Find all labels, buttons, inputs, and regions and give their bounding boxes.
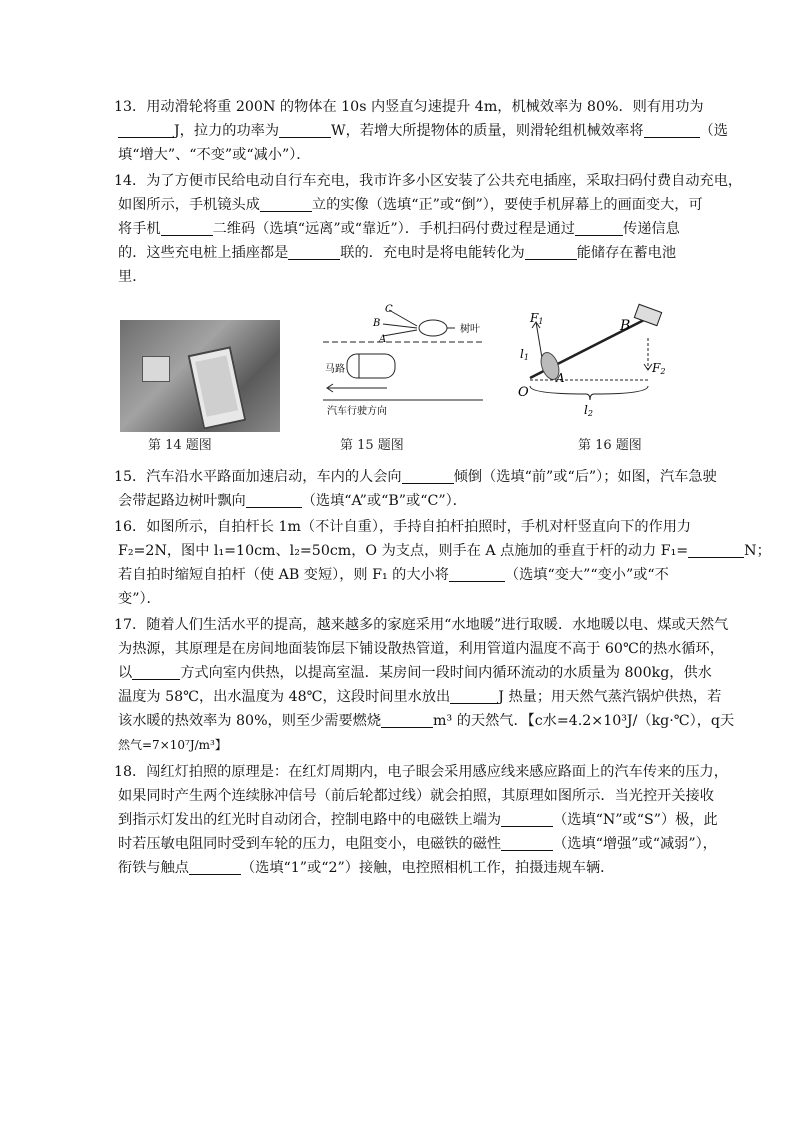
answer-blank[interactable] bbox=[688, 541, 744, 558]
q14-text: 二维码（选填“远离”或“靠近”）．手机扫码付费过程是通过 bbox=[212, 221, 575, 237]
answer-blank[interactable] bbox=[260, 195, 312, 212]
answer-blank[interactable] bbox=[132, 663, 180, 680]
label-c: C bbox=[385, 304, 393, 315]
q14-text: 联的．充电时是将电能转化为 bbox=[340, 245, 525, 261]
answer-blank[interactable] bbox=[279, 121, 331, 138]
q17-text: 该水暖的热效率为 80%，则至少需要燃烧 bbox=[118, 713, 382, 729]
q15-text: （选填“A”或“B”或“C”）． bbox=[301, 493, 467, 509]
q18-line1: 18．闯红灯拍照的原理是：在红灯周期内，电子眼会采用感应线来感应路面上的汽车传来的压力， bbox=[114, 764, 728, 780]
label-a: A bbox=[556, 371, 565, 385]
question-14 bbox=[114, 169, 743, 289]
q18-line2: 如果同时产生两个连续脉冲信号（前后轮都过线）就会拍照，其原理如图所示．当光控开关接收 bbox=[118, 788, 714, 804]
q18-text: （选填“增强”或“减弱”）， bbox=[553, 836, 717, 852]
fig14-photo bbox=[120, 320, 280, 432]
label-l2: l2 bbox=[584, 403, 593, 418]
question-15 bbox=[114, 465, 717, 513]
svg-text:F1: F1 bbox=[530, 311, 544, 326]
q13-text: W，若增大所提物体的质量，则滑轮组机械效率将 bbox=[331, 123, 644, 139]
direction-label: 汽车行驶方向 bbox=[327, 406, 387, 417]
q13-text: J，拉力的功率为 bbox=[174, 123, 280, 139]
car-icon bbox=[347, 354, 395, 378]
q15-text: 会带起路边树叶飘向 bbox=[118, 493, 246, 509]
answer-blank[interactable] bbox=[449, 565, 505, 582]
q15-text: 15．汽车沿水平路面加速启动，车内的人会向 bbox=[114, 469, 402, 485]
q16-line1: 16．如图所示，自拍杆长 1m（不计自重），手持自拍杆拍照时，手机对杆竖直向下的作用力 bbox=[114, 519, 692, 535]
road-label: 马路 bbox=[325, 364, 345, 375]
fig16-caption: 第 16 题图 bbox=[578, 438, 642, 453]
q18-text: 到指示灯发出的红光时自动闭合，控制电路中的电磁铁上端为 bbox=[118, 812, 502, 828]
answer-blank[interactable] bbox=[575, 219, 623, 236]
q18-text: 衔铁与触点 bbox=[118, 860, 189, 876]
fig16-diagram bbox=[516, 300, 686, 432]
q17-text: m³ 的天然气．【c水=4.2×10³J/（kg·℃），q天 bbox=[433, 713, 735, 729]
q17-text: 以 bbox=[118, 665, 133, 681]
q13-line3: 填“增大”、“不变”或“减小”）． bbox=[118, 147, 311, 163]
q16-text: 若自拍时缩短自拍杆（使 AB 变短），则 F₁ 的大小将 bbox=[118, 567, 449, 583]
answer-blank[interactable] bbox=[450, 687, 498, 704]
answer-blank[interactable] bbox=[246, 491, 302, 508]
q14-text: 的．这些充电桩上插座都是 bbox=[118, 245, 289, 261]
answer-blank[interactable] bbox=[118, 121, 174, 138]
question-16 bbox=[114, 515, 771, 611]
q14-text: 如图所示，手机镜头成 bbox=[118, 197, 260, 213]
label-b: B bbox=[620, 318, 631, 334]
arrow-b bbox=[383, 324, 417, 328]
charging-socket-icon bbox=[142, 356, 170, 382]
q16-text: F₂=2N，图中 l₁=10cm、l₂=50cm，O 为支点，则手在 A 点施加的垂直于杆的动力 F₁= bbox=[118, 543, 689, 559]
q16-text: （选填“变大”“变小”或“不 bbox=[504, 567, 669, 583]
q14-line1: 14．为了方便市民给电动自行车充电，我市许多小区安装了公共充电插座，采取扫码付费自动充电， bbox=[114, 173, 743, 189]
answer-blank[interactable] bbox=[525, 243, 577, 260]
q14-text: 立的实像（选填“正”或“倒”），要使手机屏幕上的画面变大，可 bbox=[311, 197, 703, 213]
arrow-a bbox=[383, 330, 417, 336]
q14-line5: 里． bbox=[118, 269, 147, 285]
fig15-caption: 第 15 题图 bbox=[340, 438, 404, 453]
q13-text: （选 bbox=[699, 123, 728, 139]
answer-blank[interactable] bbox=[501, 810, 553, 827]
answer-blank[interactable] bbox=[644, 121, 700, 138]
q14-text: 能储存在蓄电池 bbox=[576, 245, 677, 261]
q18-text: （选填“1”或“2”）接触，电控照相机工作，拍摄违规车辆． bbox=[240, 860, 615, 876]
leaf-label: 树叶 bbox=[460, 324, 480, 335]
q17-text: J 热量；用天然气蒸汽锅炉供热，若 bbox=[498, 689, 722, 705]
label-l1: l1 bbox=[520, 347, 529, 362]
arrow-c bbox=[389, 310, 417, 326]
q15-text: 倾倒（选填“前”或“后”）；如图，汽车急驶 bbox=[453, 469, 717, 485]
q16-line4: 变”）． bbox=[118, 591, 161, 607]
fig15-diagram bbox=[323, 300, 503, 432]
q14-text: 将手机 bbox=[118, 221, 161, 237]
fig14-caption: 第 14 题图 bbox=[148, 438, 212, 453]
svg-text:F2: F2 bbox=[652, 361, 666, 376]
q17-line2: 为热源，其原理是在房间地面装饰层下铺设散热管道，利用管道内温度不高于 60℃的热水循环， bbox=[118, 641, 724, 657]
phone-icon bbox=[188, 346, 247, 429]
answer-blank[interactable] bbox=[189, 858, 241, 875]
answer-blank[interactable] bbox=[161, 219, 213, 236]
question-18 bbox=[114, 760, 728, 880]
q17-text: 温度为 58℃，出水温度为 48℃，这段时间里水放出 bbox=[118, 689, 451, 705]
label-a: A bbox=[379, 334, 387, 345]
q16-text: N； bbox=[744, 543, 771, 559]
q14-text: 传递信息 bbox=[623, 221, 680, 237]
answer-blank[interactable] bbox=[501, 834, 553, 851]
leaf-icon bbox=[419, 320, 447, 336]
label-b: B bbox=[373, 318, 381, 329]
q18-text: （选填“N”或“S”）极，此 bbox=[553, 812, 718, 828]
answer-blank[interactable] bbox=[381, 711, 433, 728]
q17-text: 方式向室内供热，以提高室温．某房间一段时间内循环流动的水质量为 800kg，供水 bbox=[180, 665, 712, 681]
question-17 bbox=[114, 613, 735, 757]
question-13 bbox=[114, 95, 728, 167]
answer-blank[interactable] bbox=[402, 467, 454, 484]
answer-blank[interactable] bbox=[288, 243, 340, 260]
q13-line1: 13．用动滑轮将重 200N 的物体在 10s 内竖直匀速提升 4m，机械效率为 80%．则有用功为 bbox=[114, 99, 704, 115]
q17-line1: 17．随着人们生活水平的提高，越来越多的家庭采用“水地暖”进行取暖．水地暖以电、煤或天然气 bbox=[114, 617, 729, 633]
q18-text: 时若压敏电阻同时受到车轮的压力，电阻变小，电磁铁的磁性 bbox=[118, 836, 502, 852]
figures-row bbox=[118, 300, 718, 460]
label-o: O bbox=[518, 385, 529, 400]
q17-line6: 然气=7×10⁷J/m³】 bbox=[118, 738, 227, 752]
